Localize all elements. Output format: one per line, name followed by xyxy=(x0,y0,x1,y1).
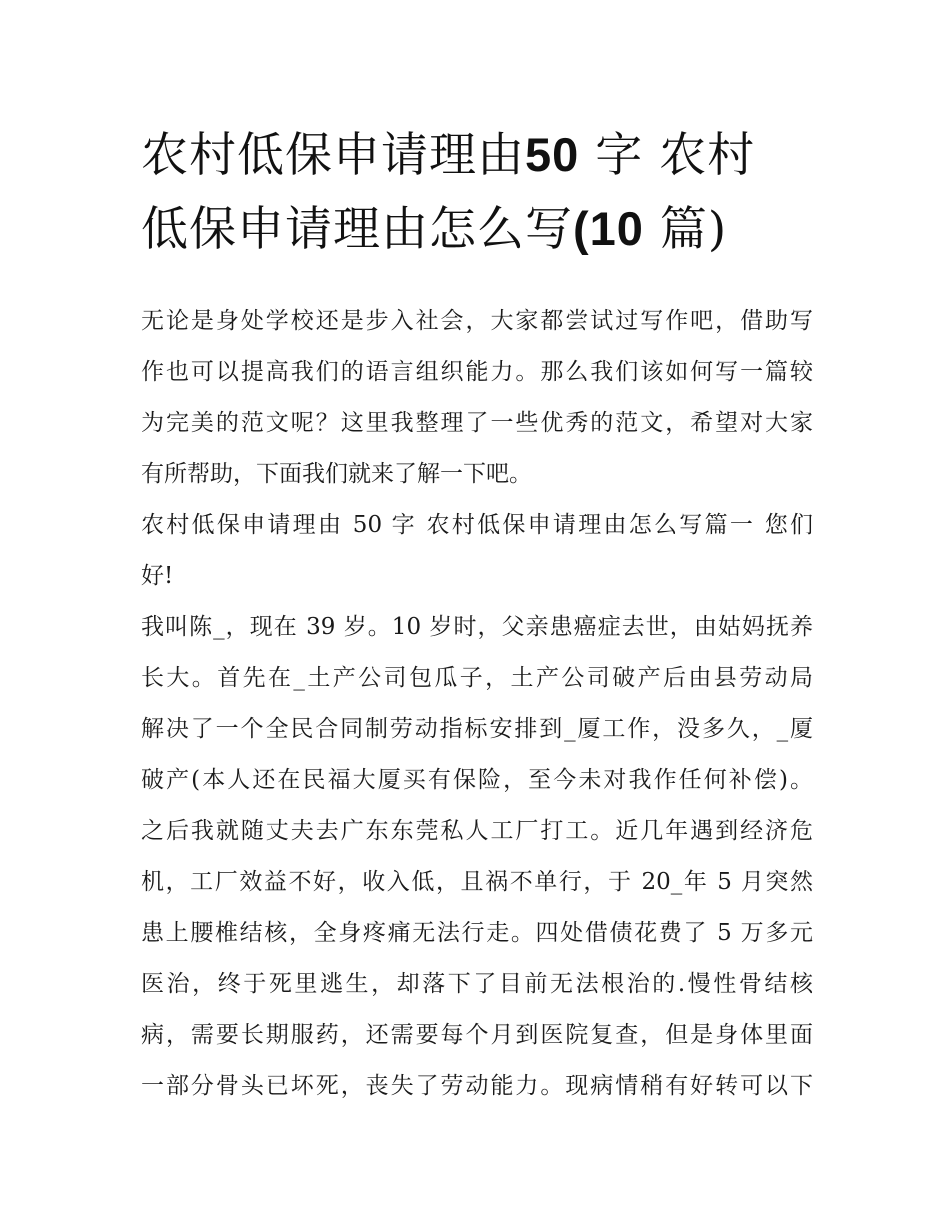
body-line: 患上腰椎结核，全身疼痛无法行走。四处借债花费了 5 万多元 xyxy=(141,920,813,946)
body-line: 我叫陈_，现在 39 岁。10 岁时，父亲患癌症去世，由姑妈抚养 xyxy=(141,614,813,640)
body-line: 农村低保申请理由 50 字 农村低保申请理由怎么写篇一 您们 xyxy=(141,512,813,538)
title-text: 农村低保申请理由 xyxy=(141,128,525,183)
body-line: 无论是身处学校还是步入社会，大家都尝试过写作吧，借助写 xyxy=(141,308,813,334)
body-line: 机，工厂效益不好，收入低，且祸不单行，于 20_年 5 月突然 xyxy=(141,869,813,895)
body-line: 病，需要长期服药，还需要每个月到医院复查，但是身体里面 xyxy=(141,1022,813,1048)
body-line: 有所帮助，下面我们就来了解一下吧。 xyxy=(141,461,532,487)
document-title xyxy=(141,118,813,266)
body-line: 作也可以提高我们的语言组织能力。那么我们该如何写一篇较 xyxy=(141,359,813,385)
document-body xyxy=(141,296,813,1112)
body-line: 为完美的范文呢？这里我整理了一些优秀的范文，希望对大家 xyxy=(141,410,813,436)
body-line: 解决了一个全民合同制劳动指标安排到_厦工作，没多久，_厦 xyxy=(141,716,813,742)
body-line: 一部分骨头已坏死，丧失了劳动能力。现病情稍有好转可以下 xyxy=(141,1073,813,1099)
body-line: 好! xyxy=(141,563,174,589)
body-line: 之后我就随丈夫去广东东莞私人工厂打工。近几年遇到经济危 xyxy=(141,818,813,844)
title-number: 50 xyxy=(525,128,580,181)
body-line: 破产(本人还在民福大厦买有保险，至今未对我作任何补偿)。 xyxy=(141,767,813,793)
title-text: 篇) xyxy=(643,202,728,257)
title-text: 低保申请理由怎么写 xyxy=(141,202,573,257)
title-line-1 xyxy=(141,118,813,192)
document-page xyxy=(141,118,813,1112)
title-text: 字 农村 xyxy=(579,128,756,183)
title-line-2 xyxy=(141,192,813,266)
body-line: 医治，终于死里逃生，却落下了目前无法根治的.慢性骨结核 xyxy=(141,971,813,997)
title-number: (10 xyxy=(573,202,644,255)
body-line: 长大。首先在_土产公司包瓜子，土产公司破产后由县劳动局 xyxy=(141,665,813,691)
